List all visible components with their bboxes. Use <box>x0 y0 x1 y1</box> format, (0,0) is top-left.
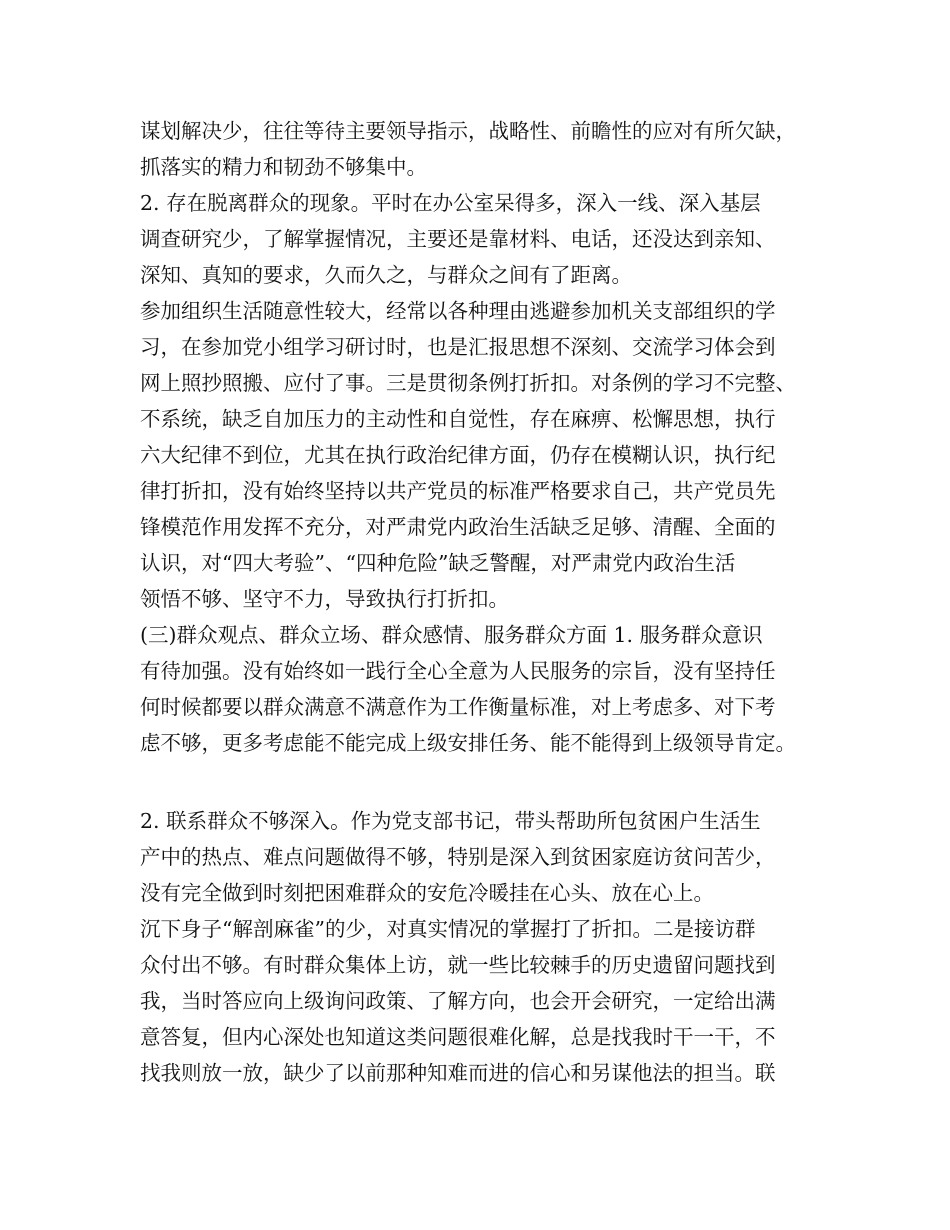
text-line: 锋模范作用发挥不充分，对严肃党内政治生活缺乏足够、清醒、全面的 <box>140 515 776 539</box>
text-line: 沉下身子“解剖麻雀”的少，对真实情况的掌握打了折扣。二是接访群 <box>140 917 756 941</box>
text-line: 产中的热点、难点问题做得不够，特别是深入到贫困家庭访贫问苦少， <box>140 845 776 869</box>
text-line: 网上照抄照搬、应付了事。三是贯彻条例打折扣。对条例的学习不完整、 <box>140 371 796 395</box>
text-line: 参加组织生活随意性较大，经常以各种理由逃避参加机关支部组织的学 <box>140 299 776 323</box>
text-line: 领悟不够、坚守不力，导致执行打折扣。 <box>140 587 509 611</box>
text-line: 虑不够，更多考虑能不能完成上级安排任务、能不能得到上级领导肯定。 <box>140 731 796 755</box>
text-line: 意答复，但内心深处也知道这类问题很难化解，总是找我时干一干，不 <box>140 1025 776 1049</box>
text-line: 六大纪律不到位，尤其在执行政治纪律方面，仍存在模糊认识，执行纪 <box>140 443 776 467</box>
text-line: 不系统，缺乏自加压力的主动性和自觉性，存在麻痹、松懈思想，执行 <box>140 407 776 431</box>
text-line: 我，当时答应向上级询问政策、了解方向，也会开会研究，一定给出满 <box>140 989 776 1013</box>
text-line: 谋划解决少，往往等待主要领导指示，战略性、前瞻性的应对有所欠缺， <box>140 119 796 143</box>
text-line: 认识，对“四大考验”、“四种危险”缺乏警醒，对严肃党内政治生活 <box>140 551 736 575</box>
text-line: 找我则放一放，缺少了以前那种知难而进的信心和另谋他法的担当。联 <box>140 1061 776 1085</box>
text-line: (三)群众观点、群众立场、群众感情、服务群众方面 1. 服务群众意识 <box>140 623 763 647</box>
text-line: 2. 联系群众不够深入。作为党支部书记，带头帮助所包贫困户生活生 <box>140 809 761 833</box>
text-line: 习，在参加党小组学习研讨时，也是汇报思想不深刻、交流学习体会到 <box>140 335 776 359</box>
text-line: 没有完全做到时刻把困难群众的安危冷暖挂在心头、放在心上。 <box>140 881 714 905</box>
text-line: 深知、真知的要求，久而久之，与群众之间有了距离。 <box>140 263 632 287</box>
text-line: 众付出不够。有时群众集体上访，就一些比较棘手的历史遗留问题找到 <box>140 953 776 977</box>
text-line: 抓落实的精力和韧劲不够集中。 <box>140 155 427 179</box>
text-line: 何时候都要以群众满意不满意作为工作衡量标准，对上考虑多、对下考 <box>140 695 776 719</box>
text-line: 律打折扣，没有始终坚持以共产党员的标准严格要求自己，共产党员先 <box>140 479 776 503</box>
paragraph-block-top <box>140 113 840 761</box>
text-line: 调查研究少，了解掌握情况，主要还是靠材料、电话，还没达到亲知、 <box>140 227 776 251</box>
paragraph-block-bottom <box>140 803 840 1091</box>
text-line: 有待加强。没有始终如一践行全心全意为人民服务的宗旨，没有坚持任 <box>140 659 776 683</box>
text-line: 2. 存在脱离群众的现象。平时在办公室呆得多，深入一线、深入基层 <box>140 191 761 215</box>
